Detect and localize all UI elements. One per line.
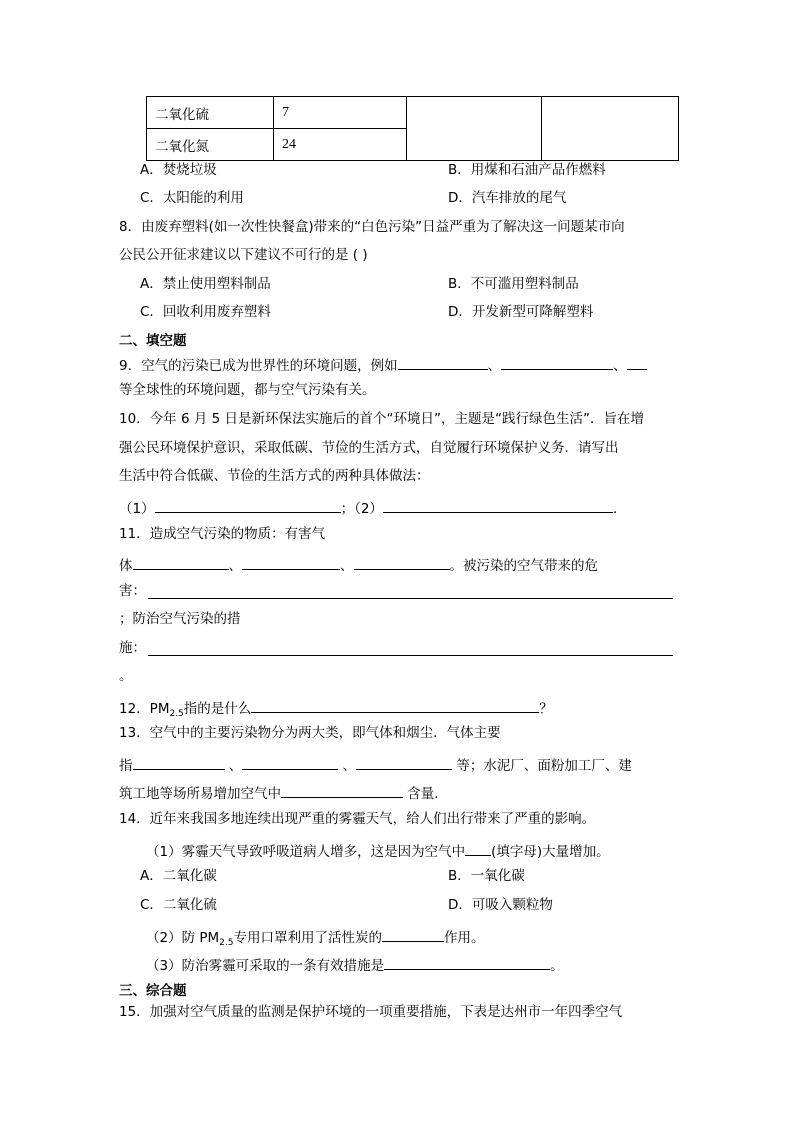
q14-sub3-end: 。 (550, 958, 564, 974)
q10-text-line1: 10．今年 6 月 5 日是新环保法实施后的首个“环境日”，主题是“践行绿色生活”．旨在增 (119, 411, 644, 427)
q8-text-line1: 8．由废弃塑料(如一次性快餐盒)带来的“白色污染”日益严重为了解决这一问题某市向 (119, 219, 625, 235)
q10-text-line2: 强公民环境保护意识，采取低碳、节俭的生活方式，自觉履行环境保护义务．请写出 (119, 440, 619, 456)
table-cell-pollutant: 二氧化氮 (147, 129, 274, 161)
q14-option-c: C．二氧化硫 (140, 897, 217, 913)
q14-sub1-blank[interactable] (465, 842, 491, 856)
q11-sep: 、 (340, 558, 354, 574)
q13-prefix: 指 (119, 758, 133, 774)
q11-blank-1[interactable] (133, 556, 229, 570)
q14-sub3 (146, 956, 564, 974)
q9-text-line1 (119, 356, 647, 374)
q14-option-a: A．二氧化碳 (140, 868, 217, 884)
q11-blank-2[interactable] (242, 556, 340, 570)
q10-answer-line (119, 499, 617, 517)
q15-text-line1: 15．加强对空气质量的监测是保护环境的一项重要措施，下表是达州市一年四季空气 (119, 1004, 623, 1020)
q7-option-d: D．汽车排放的尾气 (448, 190, 567, 206)
q13-line3-end: 含量． (407, 786, 448, 802)
q8-text-line2: 公民公开征求建议以下建议不可行的是 ( ) (119, 247, 368, 263)
q14-sub2 (146, 928, 485, 948)
q13-blank-2[interactable] (242, 756, 338, 770)
q11-prefix: 体 (119, 558, 133, 574)
q14-sub1-end: (填字母)大量增加。 (491, 844, 610, 860)
q10-blank-2[interactable] (383, 499, 613, 513)
q11-measures-blank[interactable] (148, 655, 673, 656)
q13-text-line2 (119, 756, 632, 774)
table-cell-value: 24 (274, 129, 407, 161)
q7-option-a: A．焚烧垃圾 (140, 162, 217, 178)
q12-text (119, 699, 553, 719)
q9-prompt: 9．空气的污染已成为世界性的环境问题，例如 (119, 358, 398, 374)
q9-sep: 、 (613, 358, 627, 374)
q10-text-line3: 生活中符合低碳、节俭的生活方式的两种具体做法： (119, 468, 430, 484)
table-cell-value: 7 (274, 97, 407, 129)
q11-measures-label: 施： (119, 640, 146, 656)
q9-blank-1[interactable] (398, 356, 488, 370)
table-cell-empty (407, 97, 542, 161)
q10-end: . (612, 501, 618, 517)
q8-option-b: B．不可滥用塑料制品 (448, 276, 579, 292)
q8-option-d: D．开发新型可降解塑料 (448, 304, 594, 320)
q14-sub1 (146, 842, 610, 860)
q11-sep: 、 (228, 558, 242, 574)
q13-blank-4[interactable] (281, 784, 403, 798)
q11-harm-blank[interactable] (148, 598, 673, 599)
q13-sep: 、 (342, 758, 357, 774)
q8-option-a: A．禁止使用塑料制品 (140, 276, 271, 292)
table-cell-pollutant: 二氧化硫 (147, 97, 274, 129)
q9-text-line2: 等全球性的环境问题，都与空气污染有关。 (119, 382, 376, 398)
q12-prefix: 12．PM (119, 701, 170, 717)
q11-text-line1: 11．造成空气污染的物质：有害气 (119, 526, 326, 542)
q9-blank-3[interactable] (627, 356, 647, 370)
q13-blank-1[interactable] (133, 756, 225, 770)
q11-suffix: 。被污染的空气带来的危 (449, 558, 598, 574)
q12-end: ？ (539, 701, 553, 717)
q14-sub3-blank[interactable] (384, 956, 550, 970)
q13-sep: 、 (228, 758, 243, 774)
q14-sub2-text2: 专用口罩利用了活性炭的 (233, 930, 382, 946)
q13-suffix: 等；水泥厂、面粉加工厂、建 (456, 758, 632, 774)
air-quality-table (146, 96, 679, 161)
q14-option-d: D．可吸入颗粒物 (448, 897, 553, 913)
q13-line3-text: 筑工地等场所易增加空气中 (119, 786, 281, 802)
q14-sub3-text: （3）防治雾霾可采取的一条有效措施是 (146, 958, 385, 974)
q10-label-2: ；（2） (340, 501, 383, 517)
q10-label-1: （1） (119, 501, 155, 517)
q14-sub2-text: （2）防 PM (146, 930, 220, 946)
q11-end-mark: 。 (119, 668, 133, 684)
q12-subscript: 2.5 (169, 709, 184, 719)
q14-option-b: B．一氧化碳 (448, 868, 525, 884)
q13-text-line1: 13．空气中的主要污染物分为两大类，即气体和烟尘．气体主要 (119, 725, 501, 741)
section-heading-fill-in: 二、填空题 (119, 333, 187, 349)
section-heading-comprehensive: 三、综合题 (119, 983, 187, 999)
q11-measures-text: ；防治空气污染的措 (119, 611, 241, 627)
q14-sub2-subscript: 2.5 (219, 938, 234, 948)
q7-option-c: C．太阳能的利用 (140, 190, 244, 206)
q11-blank-3[interactable] (354, 556, 450, 570)
table-row (147, 97, 679, 129)
q11-harm-label: 害： (119, 583, 146, 599)
q13-text-line3 (119, 784, 448, 802)
q8-option-c: C．回收利用废弃塑料 (140, 304, 271, 320)
q9-sep: 、 (487, 358, 502, 374)
q12-prompt: 指的是什么 (183, 701, 252, 717)
q13-blank-3[interactable] (356, 756, 452, 770)
q11-text-line2 (119, 556, 598, 574)
q14-sub2-blank[interactable] (382, 928, 444, 942)
table-cell-empty (542, 97, 679, 161)
q10-blank-1[interactable] (155, 499, 341, 513)
q7-option-b: B．用煤和石油产品作燃料 (448, 162, 606, 178)
q14-sub2-end: 作用。 (444, 930, 485, 946)
q14-sub1-text: （1）雾霾天气导致呼吸道病人增多，这是因为空气中 (146, 844, 466, 860)
q9-blank-2[interactable] (501, 356, 613, 370)
q12-blank[interactable] (251, 699, 539, 713)
q14-text-line1: 14．近年来我国多地连续出现严重的雾霾天气，给人们出行带来了严重的影响。 (119, 811, 596, 827)
